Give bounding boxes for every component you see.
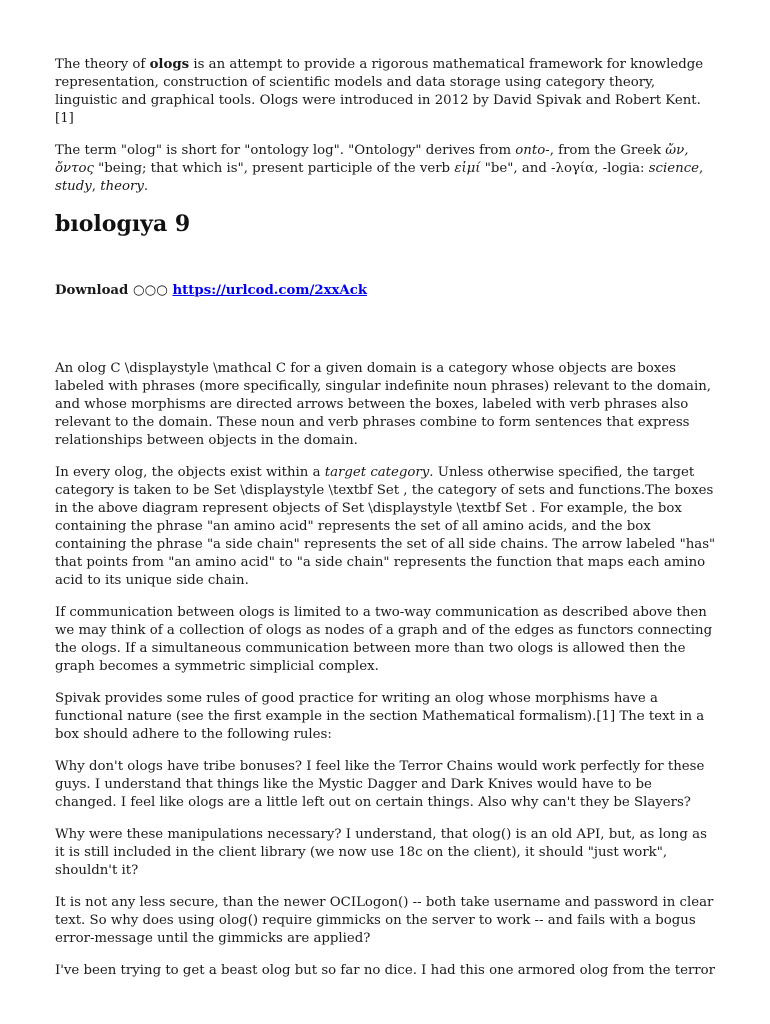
spacer — [55, 300, 717, 360]
text-span: , from the Greek — [549, 143, 666, 158]
text-span: , — [699, 161, 704, 176]
italic-term: science — [648, 161, 700, 176]
download-link[interactable]: https://urlcod.com/2xxAck — [172, 283, 368, 298]
body-paragraph-tribe-bonuses: Why don't ologs have tribe bonuses? I feel like the Terror Chains would work perfectly for these guys. I understand that things like the Mystic Dagger and Dark Knives would have to be changed. I feel like ologs are a little left out on certain things. Also why can't they be Slayers? — [55, 759, 705, 810]
greek-term: ὤν, ὄντος — [55, 143, 689, 176]
circle-symbols: ○○○ — [133, 283, 168, 298]
greek-term: εἰμί — [454, 161, 481, 176]
intro-paragraph-2 — [55, 142, 717, 196]
italic-term: theory — [100, 179, 144, 194]
download-line — [55, 282, 717, 300]
body-paragraph-target-category — [55, 464, 717, 590]
italic-term: target category — [324, 465, 430, 480]
text-span: "being; that which is", present participle of the verb — [93, 161, 455, 176]
text-span: . — [143, 179, 149, 194]
page-heading: bıologıya 9 — [55, 211, 191, 237]
body-paragraph-communication: If communication between ologs is limited to a two-way communication as described above then we may think of a collection of ologs as nodes of a graph and of the edges as functors connecting the ologs. If a simultaneous communication between more than two ologs is allowed then the graph becomes a symmetric simplicial complex. — [55, 605, 713, 674]
italic-term: study — [55, 179, 92, 194]
text-span: The term "olog" is short for "ontology log". "Ontology" derives from — [55, 143, 516, 158]
body-paragraph-beast-olog: I've been trying to get a beast olog but so far no dice. I had this one armored olog from the terror — [55, 963, 716, 978]
body-paragraph-security: It is not any less secure, than the newer OCILogon() -- both take username and password in clear text. So why does using olog() require gimmicks on the server to work -- and fails with a bogus error-message until the gimmicks are applied? — [55, 895, 714, 946]
download-label: Download — [55, 283, 129, 298]
text-span: , — [91, 179, 101, 194]
body-paragraph-olog-definition: An olog C \displaystyle \mathcal C for a given domain is a category whose objects are boxes labeled with phrases (more specifically, singular indefinite noun phrases) relevant to the domain, and whose morphisms are directed arrows between the boxes, labeled with verb phrases also relevant to the domain. These noun and verb phrases combine to form sentences that express relationships between objects in the domain. — [55, 361, 712, 448]
text-span: In every olog, the objects exist within a — [55, 465, 325, 480]
body-paragraph-manipulations: Why were these manipulations necessary? I understand, that olog() is an old API, but, as long as it is still included in the client library (we now use 18c on the client), it should "just work", shouldn't it? — [55, 827, 707, 878]
article — [55, 56, 717, 994]
body-paragraph-rules: Spivak provides some rules of good practice for writing an olog whose morphisms have a functional nature (see the first example in the section Mathematical formalism).[1] The text in a box should adhere to the following rules: — [55, 691, 705, 742]
bold-term: ologs — [149, 57, 190, 72]
text-span: "be", and -λογία, -logia: — [480, 161, 649, 176]
text-span: The theory of — [55, 57, 150, 72]
italic-term: onto- — [515, 143, 550, 158]
text-span: is an attempt to provide a rigorous mathematical framework for knowledge representation, construction of scientific models and data storage using category theory, linguistic and graphical tools. Ologs were introduced in 2012 by David Spivak and Robert Kent.[1] — [55, 57, 704, 126]
text-span: . Unless otherwise specified, the target category is taken to be Set \displaystyle \textbf Set , the category of sets and functions.The boxes in the above diagram represent objects of Set \displaystyle \textbf Set . For example, the box containing the phrase "an amino acid" represents the set of all amino acids, and the box containing the phrase "a side chain" represents the set of all side chains. The arrow labeled "has" that points from "an amino acid" to "a side chain" represents the function that maps each amino acid to its unique side chain. — [55, 465, 716, 588]
intro-paragraph-1 — [55, 56, 717, 128]
